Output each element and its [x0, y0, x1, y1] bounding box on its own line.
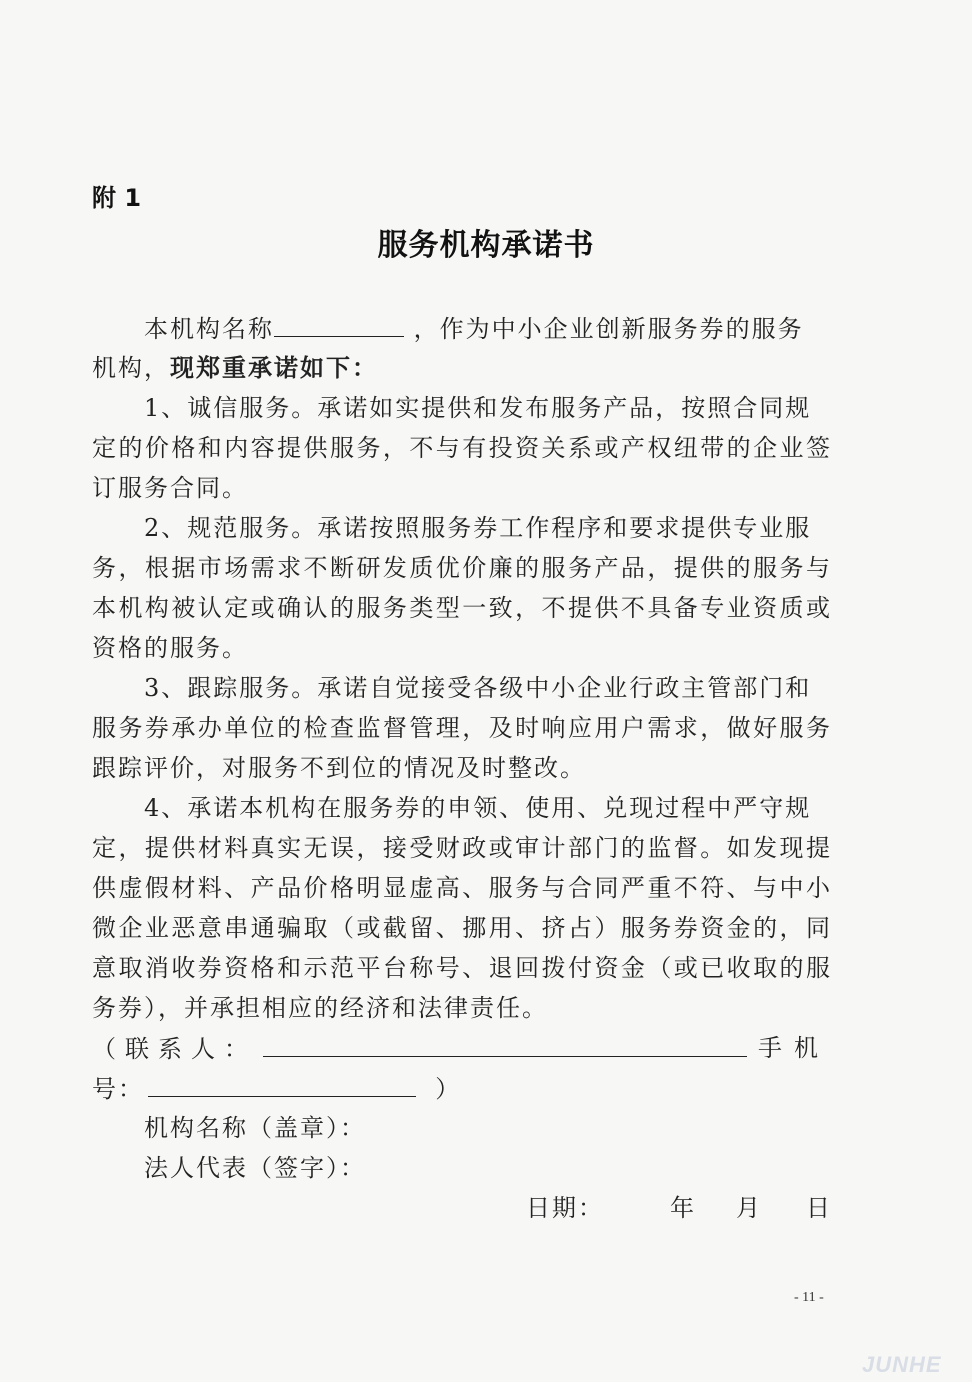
date-line: [526, 1188, 830, 1228]
phone-label: 手机: [758, 1034, 830, 1062]
org-name-label: 本机构名称: [144, 315, 274, 343]
item-3-line-1: 3、跟踪服务。承诺自觉接受各级中小企业行政主管部门和: [144, 674, 812, 702]
item-1-line-1: 1、诚信服务。承诺如实提供和发布服务产品，按照合同规: [144, 394, 812, 422]
contact-line-1: [92, 1028, 830, 1069]
item-2-line-2: 务，根据市场需求不断研发质优价廉的服务产品，提供的服务与: [92, 554, 830, 582]
page-title: 服务机构承诺书: [377, 228, 595, 263]
watermark-logo: JUNHE: [862, 1352, 942, 1377]
item-2-line-3: 本机构被认定或确认的服务类型一致，不提供不具备专业资质或: [92, 594, 830, 622]
date-label: 日期：: [526, 1194, 604, 1222]
attachment-label: 附 1: [92, 184, 142, 212]
intro-line-2: 机构，现郑重承诺如下：: [92, 353, 378, 382]
item-3-line-2: 服务券承办单位的检查监督管理，及时响应用户需求，做好服务: [92, 714, 830, 742]
contact-name-blank[interactable]: [263, 1028, 747, 1057]
item-4-line-3: 供虚假材料、产品价格明显虚高、服务与合同严重不符、与中小: [92, 874, 830, 902]
contact-line-2: 号： ）: [92, 1068, 830, 1109]
promise-heading: 现郑重承诺如下：: [170, 353, 378, 382]
item-2-line-1: 2、规范服务。承诺按照服务券工作程序和要求提供专业服: [144, 514, 812, 542]
phone-blank[interactable]: [148, 1068, 416, 1097]
item-4-line-6: 务券），并承担相应的经济和法律责任。: [92, 994, 548, 1022]
item-3-line-3: 跟踪评价，对服务不到位的情况及时整改。: [92, 754, 586, 782]
item-4-line-2: 定，提供材料真实无误，接受财政或审计部门的监督。如发现提: [92, 834, 830, 862]
item-4-line-4: 微企业恶意串通骗取（或截留、挪用、挤占）服务券资金的，同: [92, 914, 830, 942]
date-year: 年: [670, 1194, 696, 1222]
contact-label: （联系人：: [92, 1035, 257, 1063]
legal-rep-label: 法人代表（签字）：: [144, 1154, 366, 1182]
intro-text: ，作为中小企业创新服务券的服务: [413, 315, 804, 343]
item-4-line-5: 意取消收券资格和示范平台称号、退回拨付资金（或已收取的服: [92, 954, 830, 982]
date-month: 月: [736, 1194, 762, 1222]
org-name-blank[interactable]: [274, 308, 404, 337]
org-stamp-label: 机构名称（盖章）：: [144, 1114, 366, 1142]
intro-line-1: [144, 308, 830, 349]
item-1-line-3: 订服务合同。: [92, 474, 248, 502]
item-2-line-4: 资格的服务。: [92, 634, 248, 662]
item-4-line-1: 4、承诺本机构在服务券的申领、使用、兑现过程中严守规: [144, 794, 812, 822]
date-day: 日: [806, 1194, 832, 1222]
page-number: - 11 -: [794, 1290, 824, 1305]
item-1-line-2: 定的价格和内容提供服务，不与有投资关系或产权纽带的企业签: [92, 434, 830, 462]
